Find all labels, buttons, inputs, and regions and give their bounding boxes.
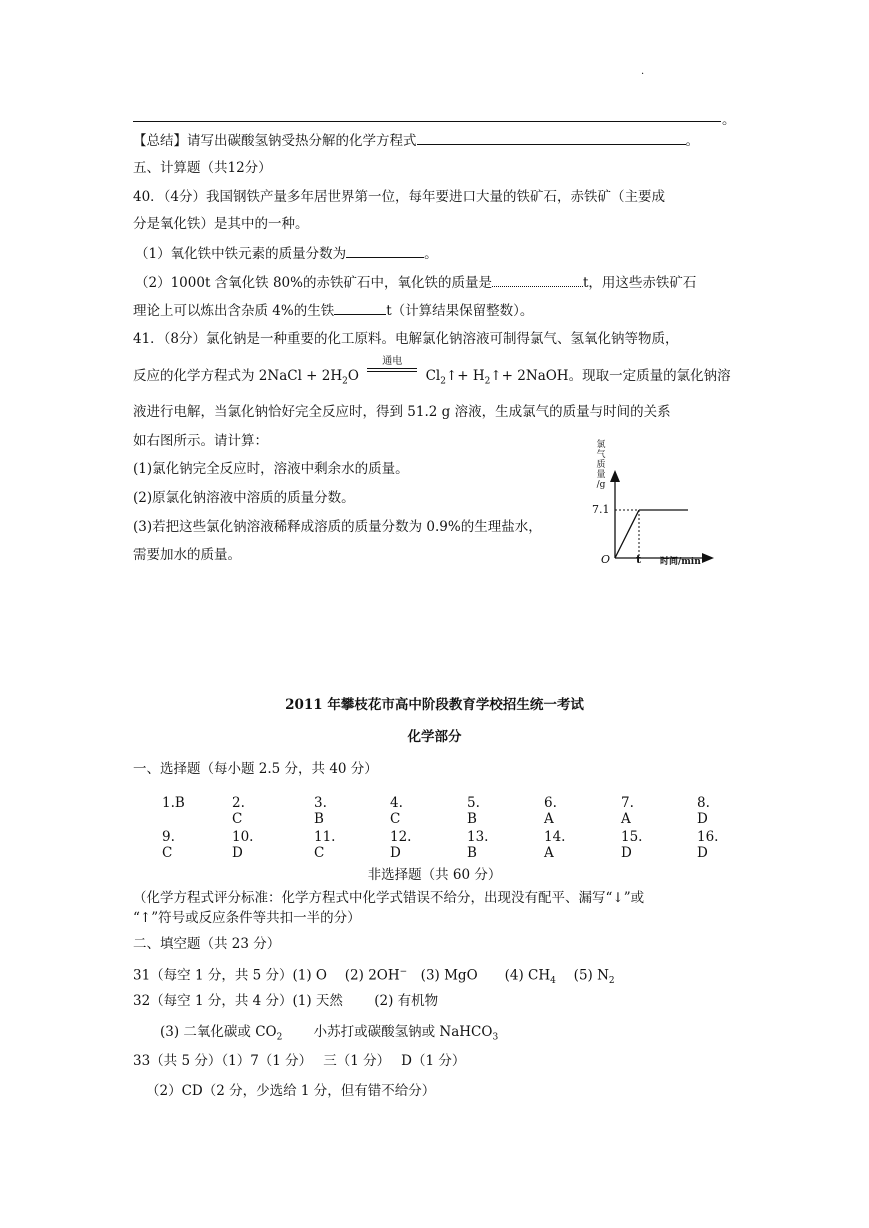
q40-sub-2 bbox=[135, 272, 696, 293]
choice-answer: 12. D bbox=[390, 829, 412, 861]
x-axis-arrow-icon bbox=[702, 553, 714, 563]
eq-o: O bbox=[347, 368, 359, 384]
summary-end: 。 bbox=[685, 133, 699, 149]
y-label-char: 质 bbox=[596, 460, 606, 470]
choice-answer: 10. D bbox=[232, 829, 254, 861]
q41-part-4: 需要加水的质量。 bbox=[133, 547, 241, 563]
answer-line-1 bbox=[133, 121, 721, 122]
q41-line-4: 如右图所示。请计算： bbox=[133, 433, 268, 449]
answer-section-1: 一、选择题（每小题 2.5 分，共 40 分） bbox=[133, 761, 378, 777]
eq-prefix: 反应的化学方程式为 2NaCl + 2H bbox=[133, 368, 343, 384]
choice-answer: 13. B bbox=[467, 829, 489, 861]
chlorine-graph bbox=[588, 440, 718, 575]
answer-section-2: 二、填空题（共 23 分） bbox=[133, 936, 281, 952]
choice-answer: 3. B bbox=[314, 795, 327, 827]
choice-answer: 9. C bbox=[162, 829, 175, 861]
choice-answer: 2. C bbox=[232, 795, 245, 827]
y-label-char: 氯 bbox=[596, 440, 606, 450]
a32-sub: 2 bbox=[276, 1032, 283, 1043]
answer-subtitle: 化学部分 bbox=[407, 729, 462, 745]
answer-33-part-2: （2）CD（2 分，少选给 1 分，但有错不给分） bbox=[146, 1083, 436, 1099]
a32-sub: 3 bbox=[492, 1032, 499, 1043]
choice-answer: 15. D bbox=[621, 829, 643, 861]
reaction-condition: 通电 bbox=[382, 356, 403, 367]
choice-answer: 8. D bbox=[697, 795, 710, 827]
choice-answer: 4. C bbox=[390, 795, 403, 827]
answer-title: 2011 年攀枝花市高中阶段教育学校招生统一考试 bbox=[285, 697, 584, 713]
a32-mid: 小苏打或碳酸氢钠或 NaHCO bbox=[282, 1024, 493, 1040]
section-5-title: 五、计算题（共12分） bbox=[133, 160, 272, 176]
q40-line-2: 分是氧化铁）是其中的一种。 bbox=[133, 216, 309, 232]
y-label-char: /g bbox=[596, 480, 606, 490]
choice-answer: 7. A bbox=[621, 795, 634, 827]
choice-answer: 16. D bbox=[697, 829, 719, 861]
y-label-char: 量 bbox=[596, 470, 606, 480]
answer-33: 33（共 5 分）（1）7（1 分） 三（1 分） D（1 分） bbox=[133, 1053, 466, 1069]
answer-31 bbox=[133, 962, 615, 991]
graph-rising-segment bbox=[615, 510, 639, 558]
q41-part-2: (2)原氯化钠溶液中溶质的质量分数。 bbox=[133, 490, 355, 506]
scoring-note-1: （化学方程式评分标准：化学方程式中化学式错误不给分，出现没有配平、漏写“↓”或 bbox=[133, 890, 645, 906]
q40-sub-3 bbox=[133, 300, 533, 321]
q40-blank-1 bbox=[346, 243, 424, 258]
q40-blank-3 bbox=[334, 300, 386, 315]
eq-sub: 2 bbox=[440, 376, 446, 387]
eq-sub: 2 bbox=[484, 376, 491, 387]
choice-answer: 5. B bbox=[467, 795, 480, 827]
q41-part-3: (3)若把这些氯化钠溶液稀释成溶质的质量分数为 0.9%的生理盐水， bbox=[133, 519, 542, 535]
scoring-note-2: “↑”符号或反应条件等共扣一半的分） bbox=[133, 910, 361, 926]
graph-y-label bbox=[594, 440, 608, 490]
a31-n: (5) N bbox=[555, 967, 609, 984]
y-axis-arrow-icon bbox=[610, 470, 620, 482]
graph-x-tick: t bbox=[636, 553, 642, 566]
choice-answer: 1.B bbox=[162, 795, 185, 811]
eq-cl: Cl bbox=[425, 368, 441, 384]
graph-origin: O bbox=[601, 553, 611, 566]
summary-label: 【总结】请写出碳酸氢钠受热分解的化学方程式 bbox=[133, 133, 417, 149]
q40-sub-2-end: t，用这些赤铁矿石 bbox=[582, 275, 697, 291]
eq-post: ↑+ 2NaOH。现取一定质量的氯化钠溶 bbox=[490, 368, 731, 384]
non-choice-heading: 非选择题（共 60 分） bbox=[367, 867, 502, 883]
q40-blank-2 bbox=[492, 272, 583, 287]
a31-text: 31（每空 1 分，共 5 分）(1) O (2) 2OH bbox=[133, 967, 400, 984]
page-dot: . bbox=[641, 66, 645, 77]
choice-answer: 11. C bbox=[314, 829, 336, 861]
q41-equation bbox=[133, 356, 731, 392]
q40-sub-3-text: 理论上可以炼出含杂质 4%的生铁 bbox=[133, 303, 335, 319]
eq-mid: ↑+ H bbox=[445, 368, 485, 384]
reaction-arrow bbox=[367, 356, 417, 380]
choice-answer: 14. A bbox=[544, 829, 566, 861]
eq-sub: 2 bbox=[342, 376, 348, 387]
q40-sub-1-end: 。 bbox=[424, 246, 438, 262]
answer-32: 32（每空 1 分，共 4 分）(1) 天然 (2) 有机物 bbox=[133, 993, 439, 1009]
q40-line-1: 40．（4分）我国钢铁产量多年居世界第一位，每年要进口大量的铁矿石，赤铁矿（主要成 bbox=[133, 189, 666, 205]
choice-answer: 6. A bbox=[544, 795, 557, 827]
graph-y-tick: 7.1 bbox=[592, 503, 610, 516]
a32-text: (3) 二氧化碳或 CO bbox=[160, 1024, 277, 1040]
a31-sub: 2 bbox=[608, 976, 615, 987]
q41-part-1: (1)氯化钠完全反应时，溶液中剩余水的质量。 bbox=[133, 461, 409, 477]
summary-line bbox=[133, 130, 699, 151]
a31-sup: − bbox=[399, 967, 408, 977]
summary-blank bbox=[417, 130, 686, 145]
period: 。 bbox=[722, 112, 736, 128]
q41-line-3: 液进行电解，当氯化钠恰好完全反应时，得到 51.2 g 溶液，生成氯气的质量与时间的关系 bbox=[133, 404, 671, 420]
q40-sub-1 bbox=[135, 243, 438, 264]
a31-mid: (3) MgO (4) CH bbox=[407, 967, 551, 984]
graph-x-label: 时间/min bbox=[660, 557, 701, 567]
q40-sub-2-text: （2）1000t 含氧化铁 80%的赤铁矿石中，氧化铁的质量是 bbox=[135, 275, 492, 291]
q40-sub-3-end: t（计算结果保留整数）。 bbox=[386, 303, 534, 319]
y-label-char: 气 bbox=[596, 450, 606, 460]
q40-sub-1-text: （1）氧化铁中铁元素的质量分数为 bbox=[135, 246, 347, 262]
a31-sub: 4 bbox=[550, 976, 556, 987]
q41-line-1: 41．（8分）氯化钠是一种重要的化工原料。电解氯化钠溶液可制得氯气、氢氧化钠等物质， bbox=[133, 331, 679, 347]
answer-32-part-3 bbox=[160, 1022, 498, 1048]
